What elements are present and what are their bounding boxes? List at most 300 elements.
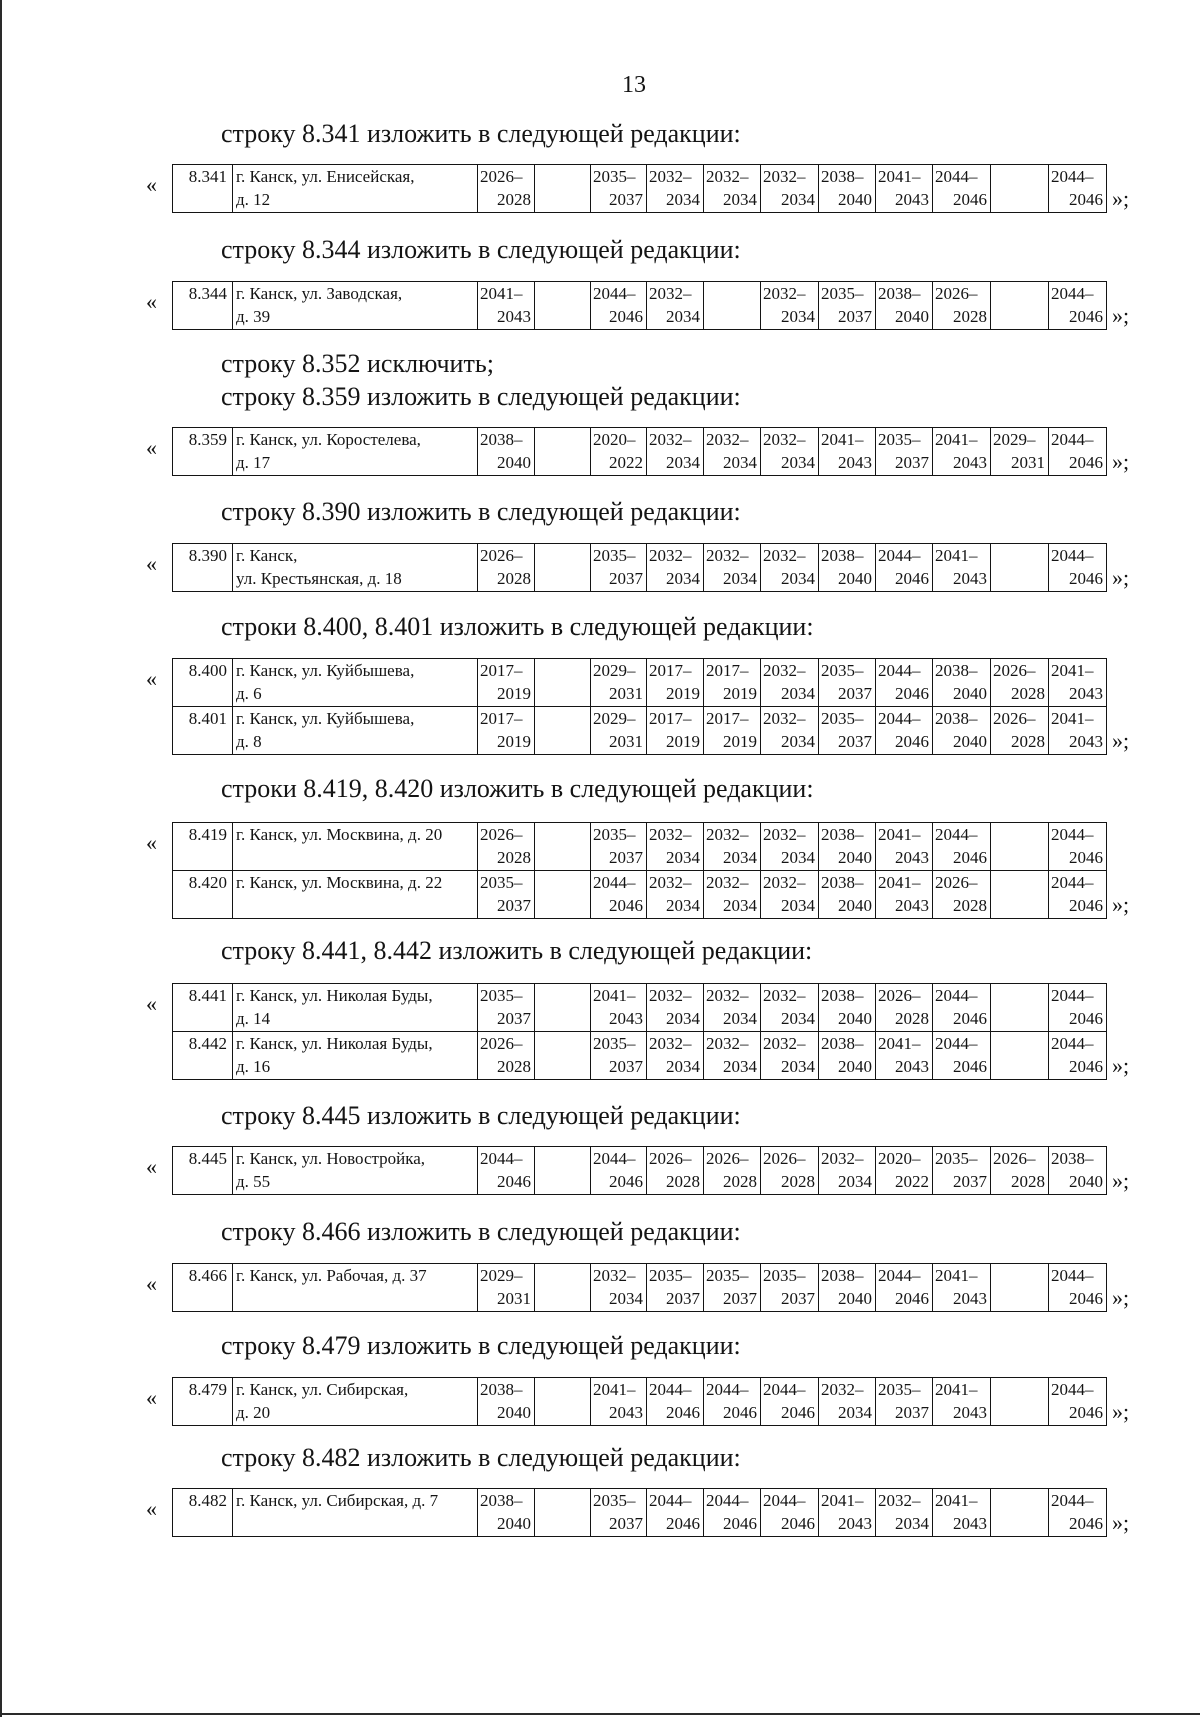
- period-cell: [1049, 659, 1106, 706]
- period-cell: [704, 1264, 761, 1311]
- period-end: 2028: [953, 896, 987, 915]
- section-heading: строку 8.341 изложить в следующей редакции:: [221, 119, 741, 148]
- period-end: 2046: [497, 1172, 531, 1191]
- period-end: 2046: [723, 1514, 757, 1533]
- period-end: 2046: [1069, 453, 1103, 472]
- period-start: 2017–: [649, 709, 692, 728]
- period-start: 2020–: [593, 430, 636, 449]
- period-cell: [704, 984, 761, 1031]
- address-line: г. Канск, ул. Новостройка,: [236, 1149, 426, 1168]
- period-end: 2040: [838, 569, 872, 588]
- address-line: д. 20: [236, 1403, 271, 1422]
- period-end: 2043: [953, 1289, 987, 1308]
- period-end: 2037: [781, 1289, 815, 1308]
- period-start: 2044–: [878, 546, 921, 565]
- period-end: 2022: [895, 1172, 929, 1191]
- period-end: 2037: [895, 1403, 929, 1422]
- period-end: 2043: [838, 453, 872, 472]
- period-cell: [647, 707, 704, 754]
- period-cell: [761, 1264, 819, 1311]
- address-cell: [233, 871, 478, 918]
- period-start: 2017–: [706, 661, 749, 680]
- table-row: [173, 544, 1106, 591]
- period-cell: [647, 1032, 704, 1079]
- period-end: 2034: [666, 896, 700, 915]
- period-cell: [819, 707, 876, 754]
- period-end: 2043: [953, 1403, 987, 1422]
- period-cell: [647, 823, 704, 870]
- period-start: 2032–: [821, 1149, 864, 1168]
- period-end: 2046: [953, 1009, 987, 1028]
- period-start: 2041–: [878, 873, 921, 892]
- section-heading: строку 8.482 изложить в следующей редакции:: [221, 1443, 741, 1472]
- period-end: 2037: [497, 1009, 531, 1028]
- amendment-table: [172, 1146, 1107, 1195]
- row-number-cell: [173, 165, 233, 212]
- period-start: 2044–: [935, 1034, 978, 1053]
- open-quote: «: [146, 1154, 157, 1179]
- open-quote: «: [146, 830, 157, 855]
- period-end: 2040: [497, 453, 531, 472]
- close-quote: »;: [1112, 186, 1130, 211]
- period-start: 2032–: [706, 986, 749, 1005]
- period-cell: [876, 1147, 933, 1194]
- row-number-cell: [173, 282, 233, 329]
- close-quote: »;: [1112, 1510, 1130, 1535]
- period-end: 2046: [895, 569, 929, 588]
- period-start: 2032–: [763, 825, 806, 844]
- amendment-table: [172, 543, 1107, 592]
- period-cell: [535, 165, 591, 212]
- period-end: 2019: [497, 684, 531, 703]
- period-end: 2040: [838, 1289, 872, 1308]
- address-line: д. 17: [236, 453, 271, 472]
- period-cell: [647, 871, 704, 918]
- row-number-cell: [173, 428, 233, 475]
- row-number: 8.401: [188, 709, 227, 728]
- period-start: 2029–: [480, 1266, 523, 1285]
- period-start: 2026–: [935, 873, 978, 892]
- period-end: 2043: [895, 190, 929, 209]
- period-cell: [991, 984, 1049, 1031]
- period-cell: [1049, 544, 1106, 591]
- period-cell: [991, 707, 1049, 754]
- address-cell: [233, 1489, 478, 1536]
- page-border-bottom: [0, 1713, 1200, 1715]
- period-end: 2034: [838, 1403, 872, 1422]
- period-cell: [933, 1378, 991, 1425]
- period-end: 2028: [1011, 1172, 1045, 1191]
- period-start: 2041–: [935, 1491, 978, 1510]
- period-end: 2046: [666, 1403, 700, 1422]
- period-start: 2032–: [821, 1380, 864, 1399]
- address-line: г. Канск, ул. Москвина, д. 20: [236, 825, 443, 844]
- period-start: 2032–: [649, 986, 692, 1005]
- period-start: 2029–: [593, 709, 636, 728]
- period-start: 2041–: [593, 1380, 636, 1399]
- period-cell: [591, 984, 647, 1031]
- period-end: 2037: [609, 1057, 643, 1076]
- period-start: 2038–: [821, 986, 864, 1005]
- period-start: 2026–: [480, 825, 523, 844]
- period-cell: [535, 823, 591, 870]
- period-cell: [819, 823, 876, 870]
- row-number: 8.400: [188, 661, 227, 680]
- table-row: [173, 870, 1106, 918]
- period-cell: [647, 1147, 704, 1194]
- period-end: 2037: [953, 1172, 987, 1191]
- period-cell: [647, 1489, 704, 1536]
- period-cell: [1049, 823, 1106, 870]
- period-end: 2040: [1069, 1172, 1103, 1191]
- period-start: 2032–: [706, 825, 749, 844]
- period-end: 2034: [781, 1057, 815, 1076]
- table-row: [173, 282, 1106, 329]
- section-heading: строку 8.390 изложить в следующей редакции:: [221, 497, 741, 526]
- period-end: 2034: [781, 684, 815, 703]
- period-start: 2044–: [1051, 1491, 1094, 1510]
- period-cell: [991, 428, 1049, 475]
- table-row: [173, 1031, 1106, 1079]
- period-cell: [478, 1147, 535, 1194]
- period-cell: [876, 1378, 933, 1425]
- period-end: 2037: [609, 569, 643, 588]
- period-end: 2046: [609, 307, 643, 326]
- amendment-table: [172, 1488, 1107, 1537]
- period-end: 2040: [838, 848, 872, 867]
- period-start: 2026–: [935, 284, 978, 303]
- period-end: 2034: [781, 569, 815, 588]
- section-heading: строки 8.400, 8.401 изложить в следующей редакции:: [221, 612, 814, 641]
- open-quote: «: [146, 435, 157, 460]
- period-cell: [876, 659, 933, 706]
- period-cell: [591, 1378, 647, 1425]
- period-start: 2038–: [821, 873, 864, 892]
- close-quote: »;: [1112, 1285, 1130, 1310]
- period-end: 2046: [723, 1403, 757, 1422]
- row-number: 8.344: [188, 284, 227, 303]
- period-start: 2032–: [763, 546, 806, 565]
- period-end: 2034: [666, 569, 700, 588]
- row-number-cell: [173, 1264, 233, 1311]
- period-end: 2046: [1069, 896, 1103, 915]
- period-end: 2019: [497, 732, 531, 751]
- period-cell: [761, 707, 819, 754]
- period-cell: [704, 871, 761, 918]
- period-end: 2043: [1069, 732, 1103, 751]
- period-cell: [478, 871, 535, 918]
- period-start: 2044–: [1051, 1380, 1094, 1399]
- amendment-table: [172, 983, 1107, 1080]
- period-end: 2034: [895, 1514, 929, 1533]
- period-end: 2034: [723, 190, 757, 209]
- close-quote: »;: [1112, 449, 1130, 474]
- period-end: 2031: [497, 1289, 531, 1308]
- period-cell: [1049, 1147, 1106, 1194]
- row-number: 8.420: [188, 873, 227, 892]
- period-end: 2034: [666, 190, 700, 209]
- period-end: 2043: [609, 1403, 643, 1422]
- period-end: 2019: [666, 732, 700, 751]
- address-line: г. Канск, ул. Сибирская, д. 7: [236, 1491, 439, 1510]
- page-border-left: [0, 0, 2, 1717]
- period-start: 2044–: [935, 986, 978, 1005]
- period-cell: [761, 544, 819, 591]
- period-start: 2041–: [1051, 709, 1094, 728]
- address-line: д. 6: [236, 684, 262, 703]
- open-quote: «: [146, 666, 157, 691]
- section-heading: строки 8.419, 8.420 изложить в следующей редакции:: [221, 774, 814, 803]
- period-cell: [591, 707, 647, 754]
- period-end: 2043: [895, 896, 929, 915]
- period-end: 2046: [781, 1514, 815, 1533]
- period-start: 2029–: [593, 661, 636, 680]
- address-line: д. 14: [236, 1009, 271, 1028]
- period-end: 2019: [666, 684, 700, 703]
- close-quote: »;: [1112, 303, 1130, 328]
- row-number: 8.359: [188, 430, 227, 449]
- period-cell: [933, 707, 991, 754]
- period-start: 2032–: [706, 546, 749, 565]
- period-start: 2032–: [763, 661, 806, 680]
- period-cell: [647, 659, 704, 706]
- period-end: 2046: [953, 848, 987, 867]
- period-start: 2032–: [649, 167, 692, 186]
- period-end: 2028: [1011, 684, 1045, 703]
- period-end: 2028: [497, 569, 531, 588]
- period-end: 2046: [953, 1057, 987, 1076]
- period-cell: [591, 1489, 647, 1536]
- row-number: 8.419: [188, 825, 227, 844]
- table-row: [173, 659, 1106, 706]
- period-end: 2043: [895, 848, 929, 867]
- period-cell: [819, 1378, 876, 1425]
- row-number-cell: [173, 1378, 233, 1425]
- period-start: 2044–: [1051, 1266, 1094, 1285]
- period-start: 2044–: [706, 1380, 749, 1399]
- row-number: 8.390: [188, 546, 227, 565]
- period-start: 2041–: [821, 1491, 864, 1510]
- period-cell: [819, 165, 876, 212]
- close-quote: »;: [1112, 565, 1130, 590]
- period-start: 2044–: [593, 284, 636, 303]
- period-cell: [478, 282, 535, 329]
- period-start: 2035–: [821, 661, 864, 680]
- address-cell: [233, 1032, 478, 1079]
- period-start: 2044–: [935, 825, 978, 844]
- period-cell: [876, 1264, 933, 1311]
- period-cell: [876, 871, 933, 918]
- period-cell: [478, 1378, 535, 1425]
- period-end: 2034: [723, 569, 757, 588]
- period-cell: [933, 1147, 991, 1194]
- period-cell: [1049, 1378, 1106, 1425]
- address-line: г. Канск, ул. Сибирская,: [236, 1380, 409, 1399]
- period-start: 2032–: [878, 1491, 921, 1510]
- period-cell: [591, 871, 647, 918]
- period-start: 2020–: [878, 1149, 921, 1168]
- period-end: 2034: [666, 1057, 700, 1076]
- period-start: 2038–: [480, 1380, 523, 1399]
- period-cell: [933, 544, 991, 591]
- period-start: 2032–: [763, 986, 806, 1005]
- period-start: 2044–: [649, 1380, 692, 1399]
- address-line: г. Канск, ул. Коростелева,: [236, 430, 421, 449]
- period-cell: [591, 165, 647, 212]
- row-number-cell: [173, 1032, 233, 1079]
- row-number: 8.442: [188, 1034, 227, 1053]
- period-cell: [478, 544, 535, 591]
- table-row: [173, 165, 1106, 212]
- period-cell: [819, 1032, 876, 1079]
- close-quote: »;: [1112, 1399, 1130, 1424]
- period-end: 2046: [953, 190, 987, 209]
- period-start: 2041–: [935, 430, 978, 449]
- close-quote: »;: [1112, 1168, 1130, 1193]
- period-start: 2044–: [1051, 986, 1094, 1005]
- period-cell: [819, 659, 876, 706]
- period-end: 2034: [723, 848, 757, 867]
- period-start: 2035–: [593, 1034, 636, 1053]
- period-start: 2035–: [821, 709, 864, 728]
- period-cell: [535, 707, 591, 754]
- open-quote: «: [146, 991, 157, 1016]
- period-cell: [535, 1378, 591, 1425]
- period-cell: [876, 1489, 933, 1536]
- period-end: 2037: [497, 896, 531, 915]
- period-end: 2046: [1069, 190, 1103, 209]
- period-start: 2038–: [821, 1034, 864, 1053]
- period-end: 2034: [723, 453, 757, 472]
- period-end: 2046: [895, 1289, 929, 1308]
- period-end: 2028: [953, 307, 987, 326]
- close-quote: »;: [1112, 892, 1130, 917]
- address-cell: [233, 1378, 478, 1425]
- period-start: 2038–: [821, 167, 864, 186]
- address-line: ул. Крестьянская, д. 18: [236, 569, 402, 588]
- period-cell: [933, 1264, 991, 1311]
- period-cell: [535, 984, 591, 1031]
- period-cell: [704, 823, 761, 870]
- address-line: д. 16: [236, 1057, 271, 1076]
- period-cell: [933, 165, 991, 212]
- period-start: 2044–: [763, 1491, 806, 1510]
- period-start: 2026–: [706, 1149, 749, 1168]
- period-end: 2043: [609, 1009, 643, 1028]
- period-end: 2034: [781, 1009, 815, 1028]
- period-end: 2031: [609, 732, 643, 751]
- address-line: г. Канск, ул. Куйбышева,: [236, 709, 415, 728]
- period-cell: [876, 282, 933, 329]
- period-cell: [478, 823, 535, 870]
- period-end: 2022: [609, 453, 643, 472]
- period-end: 2037: [838, 307, 872, 326]
- period-end: 2043: [953, 569, 987, 588]
- period-start: 2032–: [649, 546, 692, 565]
- period-start: 2038–: [1051, 1149, 1094, 1168]
- row-number-cell: [173, 1147, 233, 1194]
- period-cell: [591, 282, 647, 329]
- open-quote: «: [146, 1271, 157, 1296]
- period-start: 2041–: [878, 1034, 921, 1053]
- period-end: 2046: [609, 1172, 643, 1191]
- period-cell: [478, 165, 535, 212]
- address-line: г. Канск, ул. Николая Буды,: [236, 1034, 433, 1053]
- period-cell: [991, 1032, 1049, 1079]
- period-cell: [647, 282, 704, 329]
- period-cell: [591, 659, 647, 706]
- period-end: 2037: [609, 1514, 643, 1533]
- section-heading: строку 8.466 изложить в следующей редакции:: [221, 1217, 741, 1246]
- period-cell: [478, 1032, 535, 1079]
- amendment-table: [172, 1377, 1107, 1426]
- section-heading: строку 8.352 исключить;: [221, 349, 494, 378]
- period-cell: [704, 165, 761, 212]
- period-cell: [876, 823, 933, 870]
- period-cell: [991, 1264, 1049, 1311]
- period-end: 2046: [1069, 569, 1103, 588]
- address-line: г. Канск, ул. Рабочая, д. 37: [236, 1266, 427, 1285]
- row-number-cell: [173, 823, 233, 870]
- period-end: 2046: [609, 896, 643, 915]
- section-heading: строку 8.479 изложить в следующей редакции:: [221, 1331, 741, 1360]
- row-number: 8.445: [188, 1149, 227, 1168]
- period-start: 2032–: [706, 167, 749, 186]
- table-row: [173, 1264, 1106, 1311]
- period-start: 2026–: [480, 1034, 523, 1053]
- section-heading: строку 8.441, 8.442 изложить в следующей редакции:: [221, 936, 813, 965]
- period-start: 2032–: [593, 1266, 636, 1285]
- period-cell: [991, 544, 1049, 591]
- period-cell: [761, 428, 819, 475]
- period-end: 2046: [1069, 307, 1103, 326]
- period-cell: [535, 1264, 591, 1311]
- period-end: 2028: [666, 1172, 700, 1191]
- period-end: 2046: [666, 1514, 700, 1533]
- period-cell: [704, 707, 761, 754]
- row-number-cell: [173, 984, 233, 1031]
- period-end: 2028: [497, 1057, 531, 1076]
- period-end: 2037: [838, 732, 872, 751]
- address-cell: [233, 707, 478, 754]
- period-cell: [704, 544, 761, 591]
- open-quote: «: [146, 172, 157, 197]
- period-cell: [876, 544, 933, 591]
- period-cell: [704, 1032, 761, 1079]
- period-cell: [704, 428, 761, 475]
- period-cell: [933, 1489, 991, 1536]
- period-cell: [819, 544, 876, 591]
- period-start: 2032–: [763, 167, 806, 186]
- table-row: [173, 428, 1106, 475]
- period-cell: [478, 1264, 535, 1311]
- period-start: 2032–: [763, 430, 806, 449]
- period-cell: [535, 544, 591, 591]
- period-end: 2034: [723, 1057, 757, 1076]
- period-end: 2034: [666, 848, 700, 867]
- period-end: 2034: [609, 1289, 643, 1308]
- address-line: г. Канск,: [236, 546, 298, 565]
- period-cell: [535, 1489, 591, 1536]
- period-start: 2029–: [993, 430, 1036, 449]
- amendment-table: [172, 164, 1107, 213]
- period-cell: [478, 428, 535, 475]
- period-end: 2037: [895, 453, 929, 472]
- period-cell: [478, 984, 535, 1031]
- period-cell: [1049, 707, 1106, 754]
- period-start: 2026–: [993, 709, 1036, 728]
- period-cell: [819, 282, 876, 329]
